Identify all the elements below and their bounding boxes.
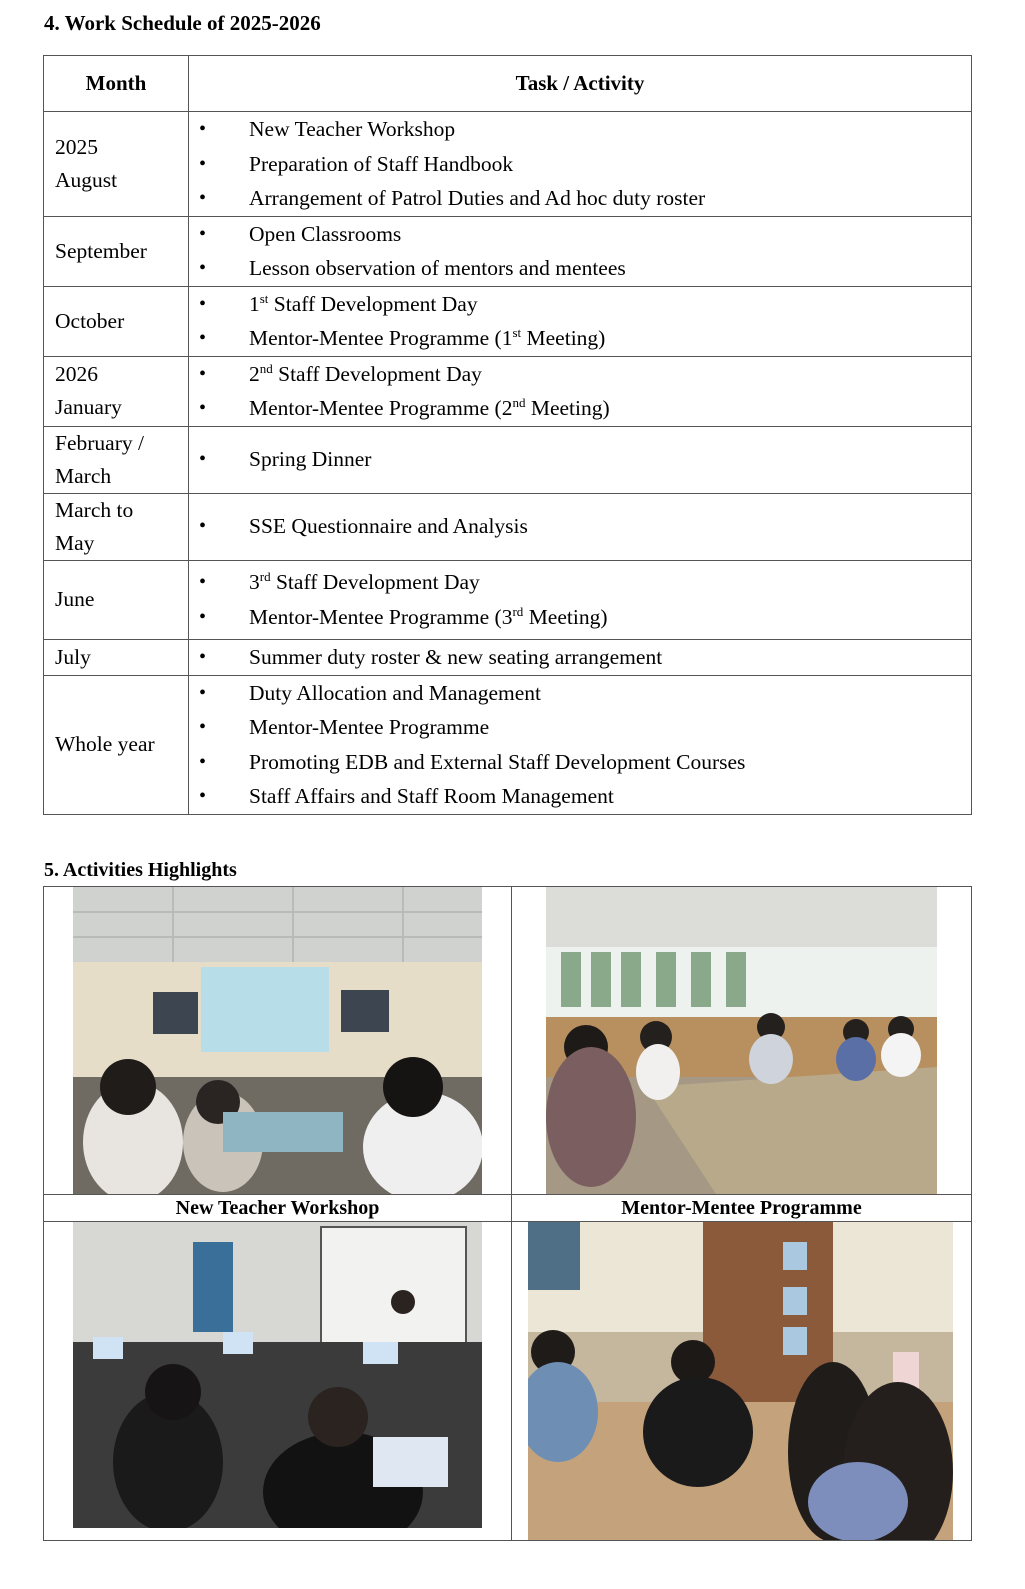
task-list xyxy=(189,565,971,634)
photo-cell xyxy=(44,887,512,1195)
task-item: • Arrangement of Patrol Duties and Ad hoc duty roster xyxy=(44,181,971,216)
table-row xyxy=(44,426,972,493)
task-item: • Staff Affairs and Staff Room Management xyxy=(44,779,971,814)
task-list xyxy=(189,287,971,356)
task-item: • Lesson observation of mentors and mentees xyxy=(44,251,971,286)
table-row xyxy=(44,356,972,426)
task-list xyxy=(189,509,971,544)
month-text: July xyxy=(55,644,91,669)
task-item xyxy=(44,600,971,635)
photo-cell xyxy=(512,887,972,1195)
photo-staff-development-computer-room xyxy=(73,1222,482,1528)
task-cell xyxy=(189,560,972,639)
table-row xyxy=(44,216,972,286)
caption-mentor-mentee-programme: Mentor-Mentee Programme xyxy=(512,1195,972,1222)
table-row xyxy=(44,675,972,814)
month-text: September xyxy=(55,238,147,263)
task-cell xyxy=(189,639,972,675)
task-list xyxy=(189,217,971,286)
task-item xyxy=(44,357,971,392)
task-item xyxy=(44,287,971,322)
task-list xyxy=(189,357,971,426)
work-schedule-table xyxy=(43,55,972,815)
task-text: Meeting) xyxy=(521,326,606,350)
month-text: Whole year xyxy=(55,732,155,756)
task-item: • Promoting EDB and External Staff Development Courses xyxy=(44,745,971,780)
task-cell xyxy=(189,216,972,286)
task-cell xyxy=(189,356,972,426)
task-cell xyxy=(189,286,972,356)
task-item: • New Teacher Workshop xyxy=(44,112,971,147)
task-item: • Mentor-Mentee Programme xyxy=(44,710,971,745)
task-list xyxy=(189,676,971,814)
ordinal-suffix: st xyxy=(259,290,269,306)
month-text: June xyxy=(55,587,95,611)
ordinal-suffix: rd xyxy=(259,568,271,584)
task-text: Staff Development Day xyxy=(270,570,480,594)
month-text: January xyxy=(55,395,122,419)
task-text: 3 xyxy=(249,570,260,594)
task-list xyxy=(189,442,971,477)
month-text: March xyxy=(55,463,112,488)
task-item xyxy=(44,321,971,356)
header-month: Month xyxy=(44,56,189,112)
caption-new-teacher-workshop: New Teacher Workshop xyxy=(44,1195,512,1222)
month-text: March to xyxy=(55,497,134,522)
task-text: Meeting) xyxy=(523,604,608,629)
task-text: Meeting) xyxy=(525,396,610,420)
task-text: Staff Development Day xyxy=(272,361,482,386)
task-item: • Preparation of Staff Handbook xyxy=(44,147,971,182)
month-text: October xyxy=(55,308,125,333)
photo-cell xyxy=(512,1222,972,1541)
ordinal-suffix: st xyxy=(512,324,522,340)
task-cell xyxy=(189,493,972,560)
task-text: Mentor-Mentee Programme (3 xyxy=(249,604,513,629)
table-row xyxy=(44,493,972,560)
task-item: • Open Classrooms xyxy=(44,217,971,252)
photo-mentor-mentee-meeting xyxy=(528,1222,953,1540)
task-cell xyxy=(189,675,972,814)
task-item: • Spring Dinner xyxy=(44,442,971,477)
task-item: • Summer duty roster & new seating arrangement xyxy=(44,640,971,675)
activities-photo-table xyxy=(43,886,972,1541)
task-item: • Duty Allocation and Management xyxy=(44,676,971,711)
table-header-row xyxy=(44,56,972,112)
month-text: 2025 xyxy=(55,134,98,159)
task-item xyxy=(44,565,971,600)
task-text: 1 xyxy=(249,291,260,316)
table-row xyxy=(44,286,972,356)
section-heading-schedule: 4. Work Schedule of 2025-2026 xyxy=(44,11,321,35)
task-list xyxy=(189,640,971,675)
month-text: May xyxy=(55,530,95,555)
month-text: February / xyxy=(55,430,144,455)
task-item xyxy=(44,391,971,426)
section-heading-highlights: 5. Activities Highlights xyxy=(44,859,237,881)
task-cell xyxy=(189,426,972,493)
ordinal-suffix: nd xyxy=(512,394,526,410)
task-text: Mentor-Mentee Programme (1 xyxy=(249,326,513,350)
ordinal-suffix: rd xyxy=(512,603,524,619)
task-cell xyxy=(189,112,972,217)
table-row xyxy=(44,560,972,639)
header-task: Task / Activity xyxy=(189,56,972,112)
task-item: • SSE Questionnaire and Analysis xyxy=(44,509,971,544)
month-text: August xyxy=(55,167,118,192)
photo-new-teacher-workshop xyxy=(73,887,482,1194)
ordinal-suffix: nd xyxy=(259,360,273,376)
task-list xyxy=(189,112,971,216)
table-row xyxy=(44,112,972,217)
task-text: 2 xyxy=(249,361,260,386)
table-row xyxy=(44,639,972,675)
task-text: Mentor-Mentee Programme (2 xyxy=(249,396,513,420)
month-text: 2026 xyxy=(55,362,98,386)
photo-cell xyxy=(44,1222,512,1541)
photo-mentor-mentee-programme xyxy=(546,887,937,1194)
task-text: Staff Development Day xyxy=(268,291,478,316)
